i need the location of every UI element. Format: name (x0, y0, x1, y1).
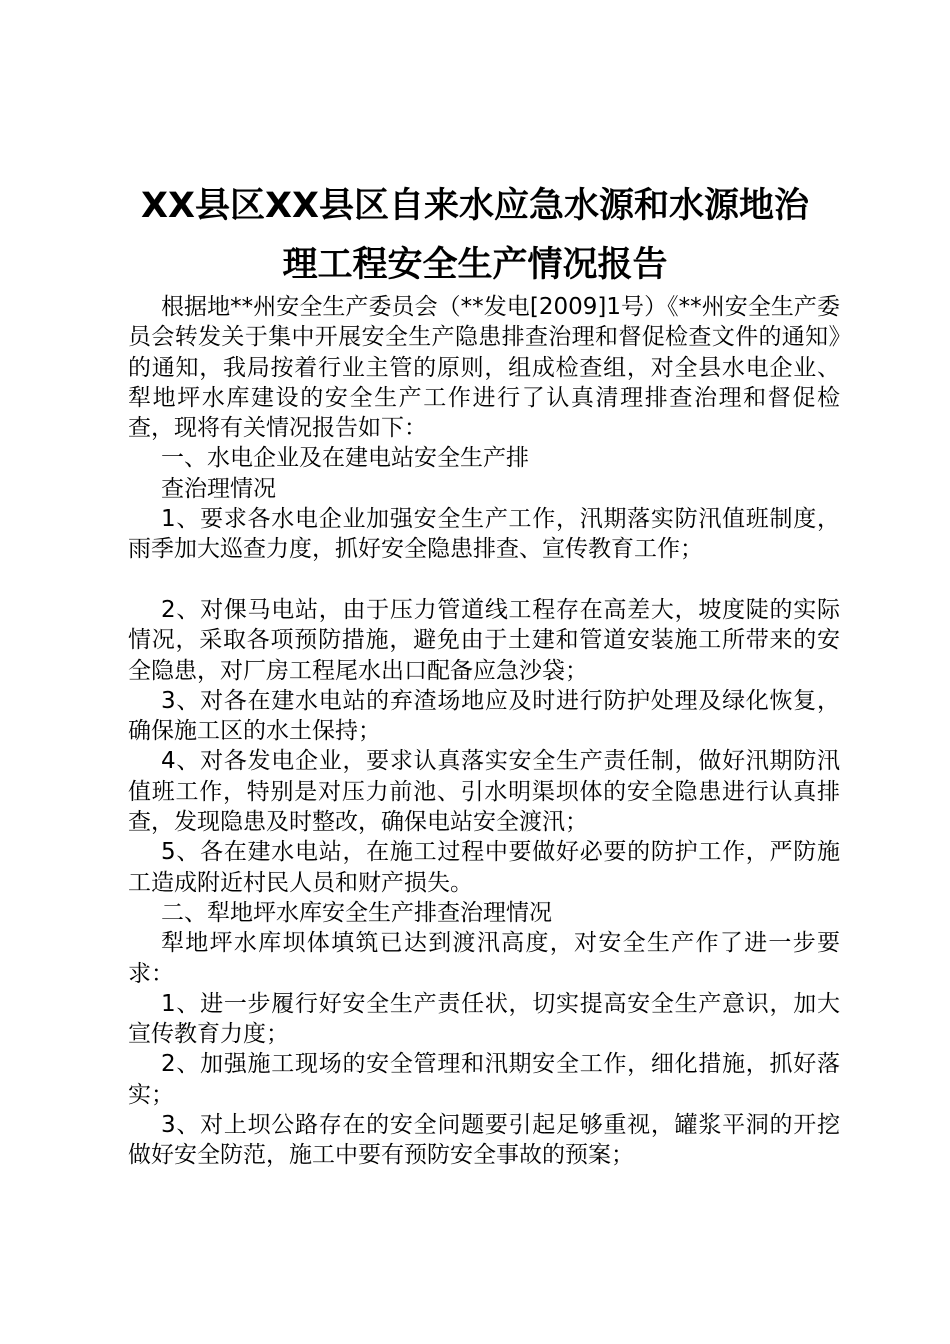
document-body (128, 292, 840, 1171)
intro-paragraph: 根据地**州安全生产委员会（**发电[2009]1号）《**州安全生产委员会转发关于集中开展安全生产隐患排查治理和督促检查文件的通知》的通知，我局按着行业主管的原则，组成检查组，对全县水电企业、犁地坪水库建设的安全生产工作进行了认真清理排查治理和督促检查，现将有关情况报告如下： (128, 294, 840, 442)
document-title-line-1: XX县区XX县区自来水应急水源和水源地治 (141, 186, 809, 226)
blank-line (128, 565, 840, 595)
section1-item-5: 5、各在建水电站，在施工过程中要做好必要的防护工作，严防施工造成附近村民人员和财产损失。 (128, 839, 840, 896)
section2-item-2: 2、加强施工现场的安全管理和汛期安全工作，细化措施，抓好落实； (128, 1051, 840, 1108)
section1-item-1: 1、要求各水电企业加强安全生产工作，汛期落实防汛值班制度，雨季加大巡查力度，抓好安全隐患排查、宣传教育工作； (128, 506, 840, 563)
section2-intro: 犁地坪水库坝体填筑已达到渡汛高度，对安全生产作了进一步要求： (128, 930, 840, 987)
section1-item-3: 3、对各在建水电站的弃渣场地应及时进行防护处理及绿化恢复，确保施工区的水土保持； (128, 687, 840, 745)
section2-item-1: 1、进一步履行好安全生产责任状，切实提高安全生产意识，加大宣传教育力度； (128, 990, 840, 1048)
section-heading-2: 二、犁地坪水库安全生产排查治理情况 (161, 899, 552, 926)
section-heading-1-continued: 查治理情况 (161, 475, 276, 502)
document-title-line-2: 理工程安全生产情况报告 (282, 245, 668, 285)
section-heading-1: 一、水电企业及在建电站安全生产排 (161, 445, 529, 472)
section1-item-4: 4、对各发电企业，要求认真落实安全生产责任制，做好汛期防汛值班工作，特别是对压力前池、引水明渠坝体的安全隐患进行认真排查，发现隐患及时整改，确保电站安全渡汛； (128, 748, 840, 836)
section1-item-2: 2、对倮马电站，由于压力管道线工程存在高差大，坡度陡的实际情况，采取各项预防措施，避免由于土建和管道安装施工所带来的安全隐患，对厂房工程尾水出口配备应急沙袋； (128, 596, 840, 684)
section2-item-3: 3、对上坝公路存在的安全问题要引起足够重视，罐浆平洞的开挖做好安全防范，施工中要有预防安全事故的预案； (128, 1112, 840, 1169)
